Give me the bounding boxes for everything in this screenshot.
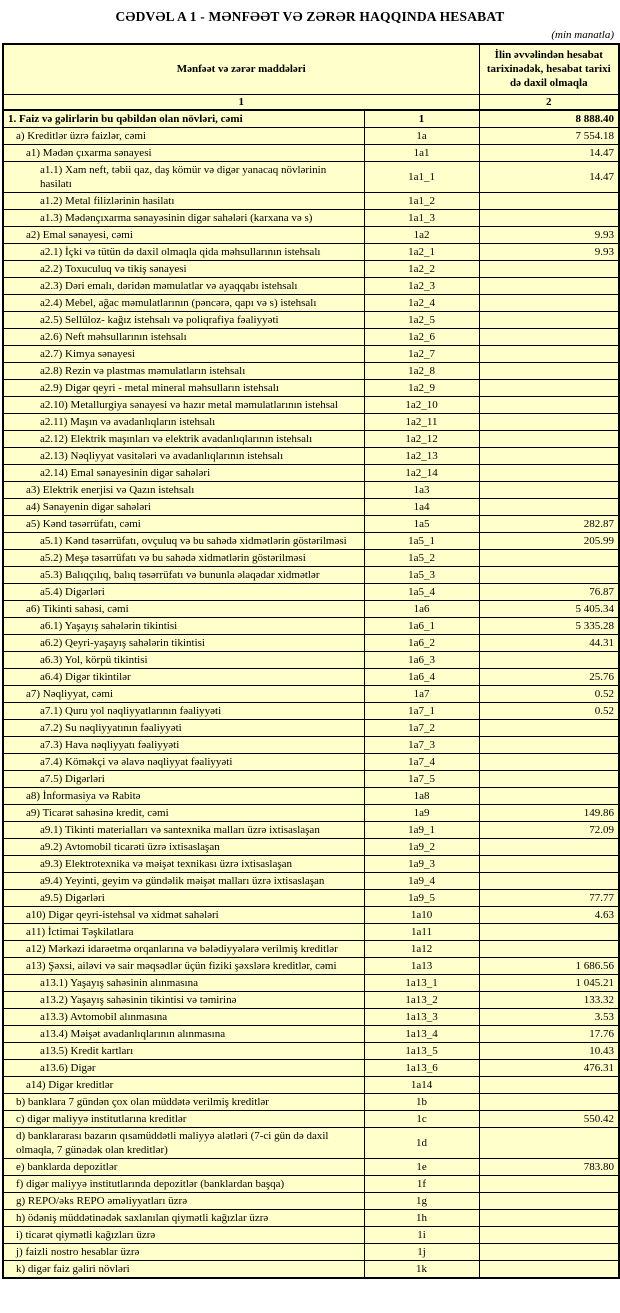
table-row	[3, 1227, 619, 1244]
row-label: a5.4) Digərləri	[3, 584, 364, 601]
row-code: 1a2_1	[364, 244, 479, 261]
row-label: a2.4) Mebel, ağac məmulatlarının (pəncərə, qapı və s) istehsalı	[3, 295, 364, 312]
row-value	[479, 397, 619, 414]
row-value	[479, 278, 619, 295]
table-row	[3, 958, 619, 975]
row-value: 14.47	[479, 162, 619, 193]
row-value: 783.80	[479, 1159, 619, 1176]
row-code: 1a9_2	[364, 839, 479, 856]
row-label: a2.10) Metallurgiya sənayesi və hazır metal məmulatlarının istehsal	[3, 397, 364, 414]
row-code: 1a5_1	[364, 533, 479, 550]
row-code: 1a2_12	[364, 431, 479, 448]
table-row	[3, 873, 619, 890]
row-value	[479, 465, 619, 482]
row-value	[479, 1176, 619, 1193]
row-value	[479, 550, 619, 567]
row-label: a13.5) Kredit kartları	[3, 1043, 364, 1060]
row-label: a9) Ticarət sahəsinə kredit, cəmi	[3, 805, 364, 822]
row-value: 3.53	[479, 1009, 619, 1026]
row-code: 1b	[364, 1094, 479, 1111]
header-col1-number: 1	[3, 94, 479, 110]
row-label: a7.1) Quru yol nəqliyyatlarının fəaliyyəti	[3, 703, 364, 720]
row-value	[479, 482, 619, 499]
row-value	[479, 414, 619, 431]
row-label: a13.3) Avtomobil alınmasına	[3, 1009, 364, 1026]
row-code: 1a9_5	[364, 890, 479, 907]
row-value: 9.93	[479, 244, 619, 261]
row-value: 8 888.40	[479, 110, 619, 128]
table-row	[3, 193, 619, 210]
table-row	[3, 397, 619, 414]
row-value: 76.87	[479, 584, 619, 601]
row-label: a7.4) Köməkçi və əlavə nəqliyyat fəaliyyəti	[3, 754, 364, 771]
table-row	[3, 788, 619, 805]
row-code: 1a7_1	[364, 703, 479, 720]
row-code: 1a5_2	[364, 550, 479, 567]
table-row	[3, 584, 619, 601]
table-row	[3, 635, 619, 652]
row-label: a2.13) Nəqliyyat vasitələri və avadanlıqlarının istehsalı	[3, 448, 364, 465]
table-row	[3, 329, 619, 346]
table-row	[3, 482, 619, 499]
row-label: a13) Şəxsi, ailəvi və sair məqsədlər üçün fiziki şəxslərə kreditlər, cəmi	[3, 958, 364, 975]
table-row	[3, 110, 619, 128]
row-value	[479, 1077, 619, 1094]
table-row	[3, 924, 619, 941]
row-code: 1a2	[364, 227, 479, 244]
row-code: 1a9_1	[364, 822, 479, 839]
table-row	[3, 686, 619, 703]
row-value	[479, 312, 619, 329]
row-code: 1a7_4	[364, 754, 479, 771]
table-row	[3, 380, 619, 397]
row-label: a5.3) Balıqçılıq, balıq təsərrüfatı və bununla əlaqədar xidmətlər	[3, 567, 364, 584]
row-code: 1a6_3	[364, 652, 479, 669]
row-code: 1a12	[364, 941, 479, 958]
row-label: a) Kreditlər üzrə faizlər, cəmi	[3, 128, 364, 145]
table-row	[3, 839, 619, 856]
row-code: 1a2_10	[364, 397, 479, 414]
table-row	[3, 448, 619, 465]
table-row	[3, 1244, 619, 1261]
table-row	[3, 669, 619, 686]
row-value: 5 335.28	[479, 618, 619, 635]
row-code: 1a6_4	[364, 669, 479, 686]
row-code: 1a13_1	[364, 975, 479, 992]
row-code: 1a8	[364, 788, 479, 805]
row-label: d) banklararası bazarın qısamüddətli maliyyə alətləri (7-ci gün də daxil olmaqla, 7 günədək olan kreditlər)	[3, 1128, 364, 1159]
row-label: a9.2) Avtomobil ticarəti üzrə ixtisaslaşan	[3, 839, 364, 856]
row-value	[479, 499, 619, 516]
table-header	[3, 44, 619, 110]
row-code: 1a1	[364, 145, 479, 162]
row-label: a14) Digər kreditlər	[3, 1077, 364, 1094]
table-row	[3, 1043, 619, 1060]
row-value	[479, 1244, 619, 1261]
table-row	[3, 856, 619, 873]
row-value: 44.31	[479, 635, 619, 652]
row-value	[479, 720, 619, 737]
table-row	[3, 890, 619, 907]
table-row	[3, 1159, 619, 1176]
row-value: 7 554.18	[479, 128, 619, 145]
table-row	[3, 414, 619, 431]
row-code: 1a2_14	[364, 465, 479, 482]
row-label: a13.2) Yaşayış sahəsinin tikintisi və təmirinə	[3, 992, 364, 1009]
row-code: 1a2_2	[364, 261, 479, 278]
row-label: a1.2) Metal filizlərinin hasilatı	[3, 193, 364, 210]
row-label: a6.2) Qeyri-yaşayış sahələrin tikintisi	[3, 635, 364, 652]
row-code: 1a7	[364, 686, 479, 703]
table-body	[3, 110, 619, 1278]
row-code: 1a13_6	[364, 1060, 479, 1077]
row-label: a9.5) Digərləri	[3, 890, 364, 907]
row-code: 1d	[364, 1128, 479, 1159]
table-row	[3, 822, 619, 839]
row-code: 1a13_4	[364, 1026, 479, 1043]
table-row	[3, 261, 619, 278]
row-value	[479, 941, 619, 958]
table-row	[3, 346, 619, 363]
table-row	[3, 907, 619, 924]
row-label: a4) Sənayenin digər sahələri	[3, 499, 364, 516]
row-value: 25.76	[479, 669, 619, 686]
row-value: 133.32	[479, 992, 619, 1009]
row-code: 1a9_3	[364, 856, 479, 873]
row-label: a5) Kənd təsərrüfatı, cəmi	[3, 516, 364, 533]
row-value	[479, 295, 619, 312]
table-row	[3, 499, 619, 516]
row-value	[479, 261, 619, 278]
row-value	[479, 788, 619, 805]
table-row	[3, 1111, 619, 1128]
row-code: 1a2_9	[364, 380, 479, 397]
row-label: a12) Mərkəzi idarəetmə orqanlarına və bələdiyyələrə verilmiş kreditlər	[3, 941, 364, 958]
row-code: 1g	[364, 1193, 479, 1210]
row-value: 5 405.34	[479, 601, 619, 618]
row-code: 1a6_2	[364, 635, 479, 652]
table-row	[3, 737, 619, 754]
row-value	[479, 363, 619, 380]
row-code: 1a	[364, 128, 479, 145]
row-code: 1a2_7	[364, 346, 479, 363]
row-value	[479, 1261, 619, 1279]
table-row	[3, 1060, 619, 1077]
row-code: 1a7_3	[364, 737, 479, 754]
row-value	[479, 567, 619, 584]
table-row	[3, 601, 619, 618]
row-code: 1a2_8	[364, 363, 479, 380]
unit-note: (min manatla)	[551, 29, 614, 41]
row-value: 9.93	[479, 227, 619, 244]
row-label: a9.4) Yeyinti, geyim və gündəlik məişət malları üzrə ixtisaslaşan	[3, 873, 364, 890]
row-label: a2.11) Maşın və avadanlıqların istehsalı	[3, 414, 364, 431]
row-value	[479, 652, 619, 669]
row-value	[479, 873, 619, 890]
row-code: 1i	[364, 1227, 479, 1244]
row-code: 1a5	[364, 516, 479, 533]
row-value	[479, 754, 619, 771]
row-value: 72.09	[479, 822, 619, 839]
row-label: a13.4) Məişət avadanlıqlarının alınmasına	[3, 1026, 364, 1043]
row-code: 1a2_4	[364, 295, 479, 312]
table-row	[3, 128, 619, 145]
row-code: 1a13_2	[364, 992, 479, 1009]
row-label: k) digər faiz gəliri növləri	[3, 1261, 364, 1279]
row-label: a6.1) Yaşayış sahələrin tikintisi	[3, 618, 364, 635]
row-label: a13.6) Digər	[3, 1060, 364, 1077]
table-row	[3, 145, 619, 162]
row-value: 10.43	[479, 1043, 619, 1060]
row-value: 17.76	[479, 1026, 619, 1043]
row-value	[479, 1210, 619, 1227]
row-code: 1	[364, 110, 479, 128]
table-row	[3, 465, 619, 482]
row-value: 0.52	[479, 686, 619, 703]
row-label: a9.1) Tikinti materialları və santexnika malları üzrə ixtisaslaşan	[3, 822, 364, 839]
row-label: g) REPO/əks REPO əməliyyatları üzrə	[3, 1193, 364, 1210]
table-row	[3, 1176, 619, 1193]
row-value	[479, 431, 619, 448]
row-label: a2.3) Dəri emalı, dəridən məmulatlar və ayaqqabı istehsalı	[3, 278, 364, 295]
row-code: 1k	[364, 1261, 479, 1279]
row-label: f) digər maliyyə institutlarında depozitlər (banklardan başqa)	[3, 1176, 364, 1193]
table-row	[3, 312, 619, 329]
row-value	[479, 856, 619, 873]
row-label: b) banklara 7 gündən çox olan müddətə verilmiş kreditlər	[3, 1094, 364, 1111]
row-code: 1a5_3	[364, 567, 479, 584]
table-row	[3, 771, 619, 788]
row-label: a1.3) Mədənçıxarma sənayəsinin digər sahələri (karxana və s)	[3, 210, 364, 227]
row-code: 1a9_4	[364, 873, 479, 890]
row-label: 1. Faiz və gəlirlərin bu qəbildən olan növləri, cəmi	[3, 110, 364, 128]
row-code: 1a2_11	[364, 414, 479, 431]
profit-loss-table	[2, 43, 620, 1279]
row-label: a2) Emal sənayesi, cəmi	[3, 227, 364, 244]
row-code: 1a3	[364, 482, 479, 499]
page-title: CƏDVƏL A 1 - MƏNFƏƏT VƏ ZƏRƏR HAQQINDA HESABAT	[115, 9, 505, 24]
row-label: e) banklarda depozitlər	[3, 1159, 364, 1176]
table-row	[3, 533, 619, 550]
row-code: 1a2_5	[364, 312, 479, 329]
row-code: 1a2_3	[364, 278, 479, 295]
row-label: a2.6) Neft məhsullarının istehsalı	[3, 329, 364, 346]
row-label: a2.12) Elektrik maşınları və elektrik avadanlıqlarının istehsalı	[3, 431, 364, 448]
table-row	[3, 210, 619, 227]
row-code: 1a1_1	[364, 162, 479, 193]
table-row	[3, 1094, 619, 1111]
table-row	[3, 227, 619, 244]
row-code: 1c	[364, 1111, 479, 1128]
header-value-label: İlin əvvəlindən hesabat tarixinədək, hesabat tarixi də daxil olmaqla	[479, 44, 619, 94]
row-value: 476.31	[479, 1060, 619, 1077]
row-code: 1a5_4	[364, 584, 479, 601]
table-row	[3, 805, 619, 822]
row-label: a2.1) İçki və tütün də daxil olmaqla qida məhsullarının istehsalı	[3, 244, 364, 261]
row-value	[479, 924, 619, 941]
table-row	[3, 1009, 619, 1026]
row-value	[479, 448, 619, 465]
table-row	[3, 162, 619, 193]
row-value	[479, 1227, 619, 1244]
table-row	[3, 720, 619, 737]
table-row	[3, 618, 619, 635]
row-label: a9.3) Elektrotexnika və məişət texnikası üzrə ixtisaslaşan	[3, 856, 364, 873]
row-code: 1a10	[364, 907, 479, 924]
row-value	[479, 1193, 619, 1210]
row-label: a10) Digər qeyri-istehsal və xidmət sahələri	[3, 907, 364, 924]
row-label: a6) Tikinti sahəsi, cəmi	[3, 601, 364, 618]
table-row	[3, 652, 619, 669]
row-label: a7) Nəqliyyat, cəmi	[3, 686, 364, 703]
table-row	[3, 244, 619, 261]
table-row	[3, 1128, 619, 1159]
header-row	[3, 44, 619, 94]
table-row	[3, 703, 619, 720]
row-code: 1h	[364, 1210, 479, 1227]
row-label: a2.14) Emal sənayesinin digər sahələri	[3, 465, 364, 482]
row-label: i) ticarət qiymətli kağızları üzrə	[3, 1227, 364, 1244]
row-value	[479, 329, 619, 346]
row-value	[479, 839, 619, 856]
row-code: 1a13_5	[364, 1043, 479, 1060]
row-value: 149.86	[479, 805, 619, 822]
row-label: a13.1) Yaşayış sahəsinin alınmasına	[3, 975, 364, 992]
row-value: 14.47	[479, 145, 619, 162]
table-row	[3, 1026, 619, 1043]
row-value: 550.42	[479, 1111, 619, 1128]
row-code: 1f	[364, 1176, 479, 1193]
row-value	[479, 1094, 619, 1111]
table-row	[3, 431, 619, 448]
row-code: 1a2_13	[364, 448, 479, 465]
table-row	[3, 975, 619, 992]
row-label: a2.9) Digər qeyri - metal mineral məhsulların istehsalı	[3, 380, 364, 397]
row-label: a11) İctimai Təşkilatlara	[3, 924, 364, 941]
row-code: 1a11	[364, 924, 479, 941]
row-value: 0.52	[479, 703, 619, 720]
row-code: 1a4	[364, 499, 479, 516]
row-label: a7.2) Su nəqliyyatının fəaliyyəti	[3, 720, 364, 737]
table-row	[3, 278, 619, 295]
table-row	[3, 550, 619, 567]
row-label: j) faizli nostro hesablar üzrə	[3, 1244, 364, 1261]
row-code: 1a9	[364, 805, 479, 822]
header-col2-number: 2	[479, 94, 619, 110]
row-label: a1) Mədən çıxarma sənayesi	[3, 145, 364, 162]
row-value	[479, 737, 619, 754]
table-row	[3, 941, 619, 958]
table-row	[3, 1210, 619, 1227]
table-row	[3, 567, 619, 584]
row-label: a5.2) Meşə təsərrüfatı və bu sahədə xidmətlərin göstərilməsi	[3, 550, 364, 567]
table-row	[3, 1077, 619, 1094]
row-label: a5.1) Kənd təsərrüfatı, ovçuluq və bu sahədə xidmətlərin göstərilməsi	[3, 533, 364, 550]
row-label: a6.4) Digər tikintilər	[3, 669, 364, 686]
row-label: h) ödəniş müddətinədək saxlanılan qiymətli kağızlar üzrə	[3, 1210, 364, 1227]
row-label: a2.2) Toxuculuq və tikiş sənayesi	[3, 261, 364, 278]
row-label: a2.5) Sellüloz- kağız istehsalı və poliqrafiya fəaliyyəti	[3, 312, 364, 329]
row-label: a7.5) Digərləri	[3, 771, 364, 788]
row-value	[479, 771, 619, 788]
row-label: a6.3) Yol, körpü tikintisi	[3, 652, 364, 669]
row-value	[479, 1128, 619, 1159]
row-value	[479, 380, 619, 397]
header-items-label: Mənfəət və zərər maddələri	[3, 44, 479, 94]
table-row	[3, 295, 619, 312]
row-code: 1e	[364, 1159, 479, 1176]
table-row	[3, 1193, 619, 1210]
row-code: 1a13	[364, 958, 479, 975]
row-value: 4.63	[479, 907, 619, 924]
row-code: 1a13_3	[364, 1009, 479, 1026]
row-value	[479, 193, 619, 210]
row-code: 1a7_5	[364, 771, 479, 788]
row-code: 1a6	[364, 601, 479, 618]
row-code: 1a1_2	[364, 193, 479, 210]
table-row	[3, 754, 619, 771]
row-code: 1a2_6	[364, 329, 479, 346]
row-label: c) digər maliyyə institutlarına kreditlər	[3, 1111, 364, 1128]
row-label: a3) Elektrik enerjisi və Qazın istehsalı	[3, 482, 364, 499]
row-value	[479, 346, 619, 363]
row-label: a2.7) Kimya sənayesi	[3, 346, 364, 363]
header-number-row	[3, 94, 619, 110]
row-code: 1a6_1	[364, 618, 479, 635]
row-code: 1j	[364, 1244, 479, 1261]
row-code: 1a14	[364, 1077, 479, 1094]
row-value: 205.99	[479, 533, 619, 550]
row-value: 77.77	[479, 890, 619, 907]
row-label: a1.1) Xam neft, təbii qaz, daş kömür və digər yanacaq növlərinin hasilatı	[3, 162, 364, 193]
table-row	[3, 516, 619, 533]
row-value: 1 045.21	[479, 975, 619, 992]
row-code: 1a1_3	[364, 210, 479, 227]
row-label: a2.8) Rezin və plastmas məmulatların istehsalı	[3, 363, 364, 380]
row-label: a8) İnformasiya və Rabitə	[3, 788, 364, 805]
row-value: 1 686.56	[479, 958, 619, 975]
table-row	[3, 992, 619, 1009]
row-value	[479, 210, 619, 227]
row-label: a7.3) Hava nəqliyyatı fəaliyyəti	[3, 737, 364, 754]
table-row	[3, 1261, 619, 1279]
table-row	[3, 363, 619, 380]
row-value: 282.87	[479, 516, 619, 533]
row-code: 1a7_2	[364, 720, 479, 737]
